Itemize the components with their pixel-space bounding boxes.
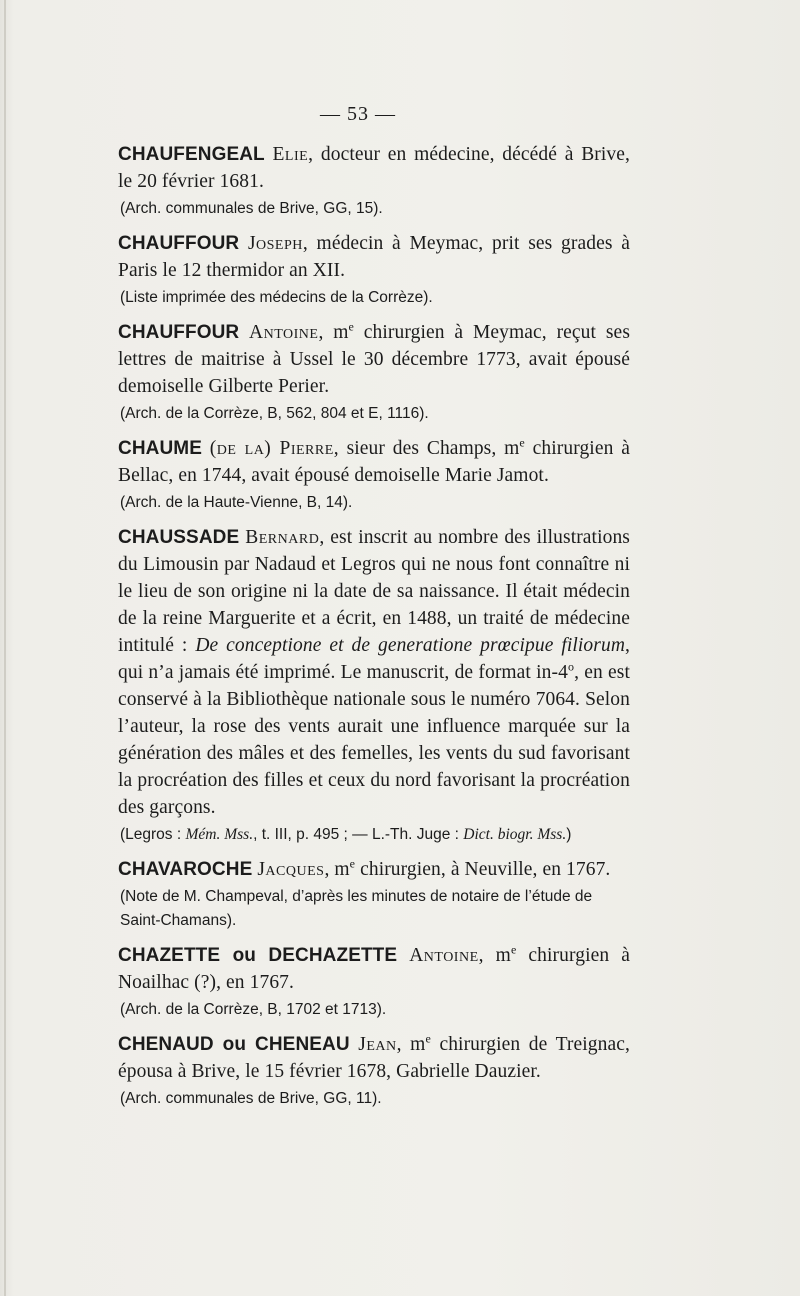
source-italic-2: Dict. biogr. Mss.	[463, 826, 567, 843]
entry-given-name: Bernard	[245, 527, 320, 548]
entry-chauffour-joseph	[118, 230, 630, 310]
entry-text	[118, 524, 630, 821]
entry-body: , en est conservé à la Bibliothèque nationale sous le numéro 7064. Selon l’auteur, la rose des vents aurait une influence marquée sur la génération des mâles et des femelles, les vents du sud favorisant la procréation des filles et ceux du nord favorisant la procréation des garçons.	[118, 662, 630, 818]
entry-given-name: (de la) Pierre	[209, 438, 334, 459]
entry-chazette	[118, 942, 630, 1022]
entry-body-mid: , qui n’a jamais été imprimé. Le manuscrit, de format in-4	[118, 635, 630, 683]
entry-chenaud	[118, 1031, 630, 1111]
entry-body-pre: , m	[396, 1034, 426, 1055]
page-edge	[4, 0, 6, 1296]
entry-body: chirurgien à Meymac, reçut ses lettres de maitrise à Ussel le 30 décembre 1773, avait épousé demoiselle Gilberte Perier.	[118, 322, 631, 397]
entry-given-name: Jean	[358, 1034, 397, 1055]
entry-surname: CHAUFFOUR	[118, 233, 240, 254]
source-mid: , t. III, p. 495 ; — L.-Th. Juge :	[253, 826, 464, 843]
entry-body-pre: , sieur des Champs, m	[333, 438, 520, 459]
entry-work-title: De conceptione et de generatione prœcipue filiorum	[195, 635, 626, 656]
source-pre: (Legros :	[120, 826, 186, 843]
entry-chavaroche	[118, 856, 630, 933]
entries-list	[118, 141, 630, 1120]
entry-text	[118, 319, 630, 400]
entry-superscript: o	[567, 659, 575, 674]
entry-given-name: Joseph	[247, 233, 303, 254]
entry-source: (Liste imprimée des médecins de la Corrèze).	[120, 289, 433, 306]
entry-surname: CHENAUD ou CHENEAU	[118, 1034, 350, 1055]
entry-given-name: Antoine	[249, 322, 319, 343]
entry-body-pre: , m	[324, 859, 350, 880]
entry-superscript: e	[348, 319, 354, 334]
entry-body: chirurgien de Treignac, épousa à Brive, le 15 février 1678, Gabrielle Dauzier.	[118, 1034, 630, 1082]
entry-source	[118, 823, 630, 847]
entry-surname: CHAUFENGEAL	[118, 144, 265, 165]
entry-text	[118, 141, 630, 195]
entry-source: (Arch. communales de Brive, GG, 11).	[120, 1090, 382, 1107]
entry-text	[118, 435, 630, 489]
entry-source: (Arch. de la Corrèze, B, 562, 804 et E, 1116).	[120, 405, 429, 422]
entry-body-pre: , m	[318, 322, 349, 343]
entry-source: (Arch. communales de Brive, GG, 15).	[120, 200, 383, 217]
entry-superscript: e	[349, 856, 356, 871]
entry-source: (Arch. de la Haute-Vienne, B, 14).	[120, 494, 353, 511]
entry-body: chirurgien, à Neuville, en 1767.	[355, 859, 611, 880]
source-italic-1: Mém. Mss.	[185, 826, 254, 843]
entry-text	[118, 230, 630, 284]
entry-surname: CHAVAROCHE	[118, 859, 253, 880]
source-post: )	[566, 826, 572, 843]
entry-body-pre: , est inscrit au nombre des illustrations du Limousin par Nadaud et Legros qui ne nous font connaître ni le lieu de son origine ni la date de sa naissance. Il était médecin de la reine Marguerite et a écrit, en 1488, un traité de médecine intitulé :	[118, 527, 630, 656]
entry-given-name: Jacques	[257, 859, 325, 880]
entry-text	[118, 1031, 630, 1085]
entry-body: , médecin à Meymac, prit ses grades à Paris le 12 thermidor an XII.	[118, 233, 630, 281]
entry-text	[118, 942, 630, 996]
entry-text	[118, 856, 630, 883]
entry-body-pre: , m	[478, 945, 511, 966]
entry-body: , docteur en médecine, décédé à Brive, le 20 février 1681.	[118, 144, 630, 192]
entry-given-name: Elie	[272, 144, 309, 165]
entry-chaufengeal	[118, 141, 630, 221]
entry-body: chirurgien à Bellac, en 1744, avait épousé demoiselle Marie Jamot.	[118, 438, 630, 486]
entry-superscript: e	[519, 435, 525, 450]
entry-given-name: Antoine	[409, 945, 479, 966]
entry-surname: CHAUSSADE	[118, 527, 240, 548]
entry-chauffour-antoine	[118, 319, 630, 426]
entry-surname: CHAZETTE ou DECHAZETTE	[118, 945, 398, 966]
entry-superscript: e	[510, 942, 517, 957]
page-number: — 53 —	[320, 103, 396, 125]
entry-surname: CHAUFFOUR	[118, 322, 240, 343]
entry-source: (Note de M. Champeval, d’après les minutes de notaire de l’étude de Saint-Chamans).	[120, 888, 593, 929]
entry-surname: CHAUME	[118, 438, 202, 459]
entry-chaussade	[118, 524, 630, 847]
entry-body: chirurgien à Noailhac (?), en 1767.	[118, 945, 630, 993]
entry-superscript: e	[425, 1031, 431, 1046]
entry-source: (Arch. de la Corrèze, B, 1702 et 1713).	[120, 1001, 387, 1018]
entry-chaume	[118, 435, 630, 515]
